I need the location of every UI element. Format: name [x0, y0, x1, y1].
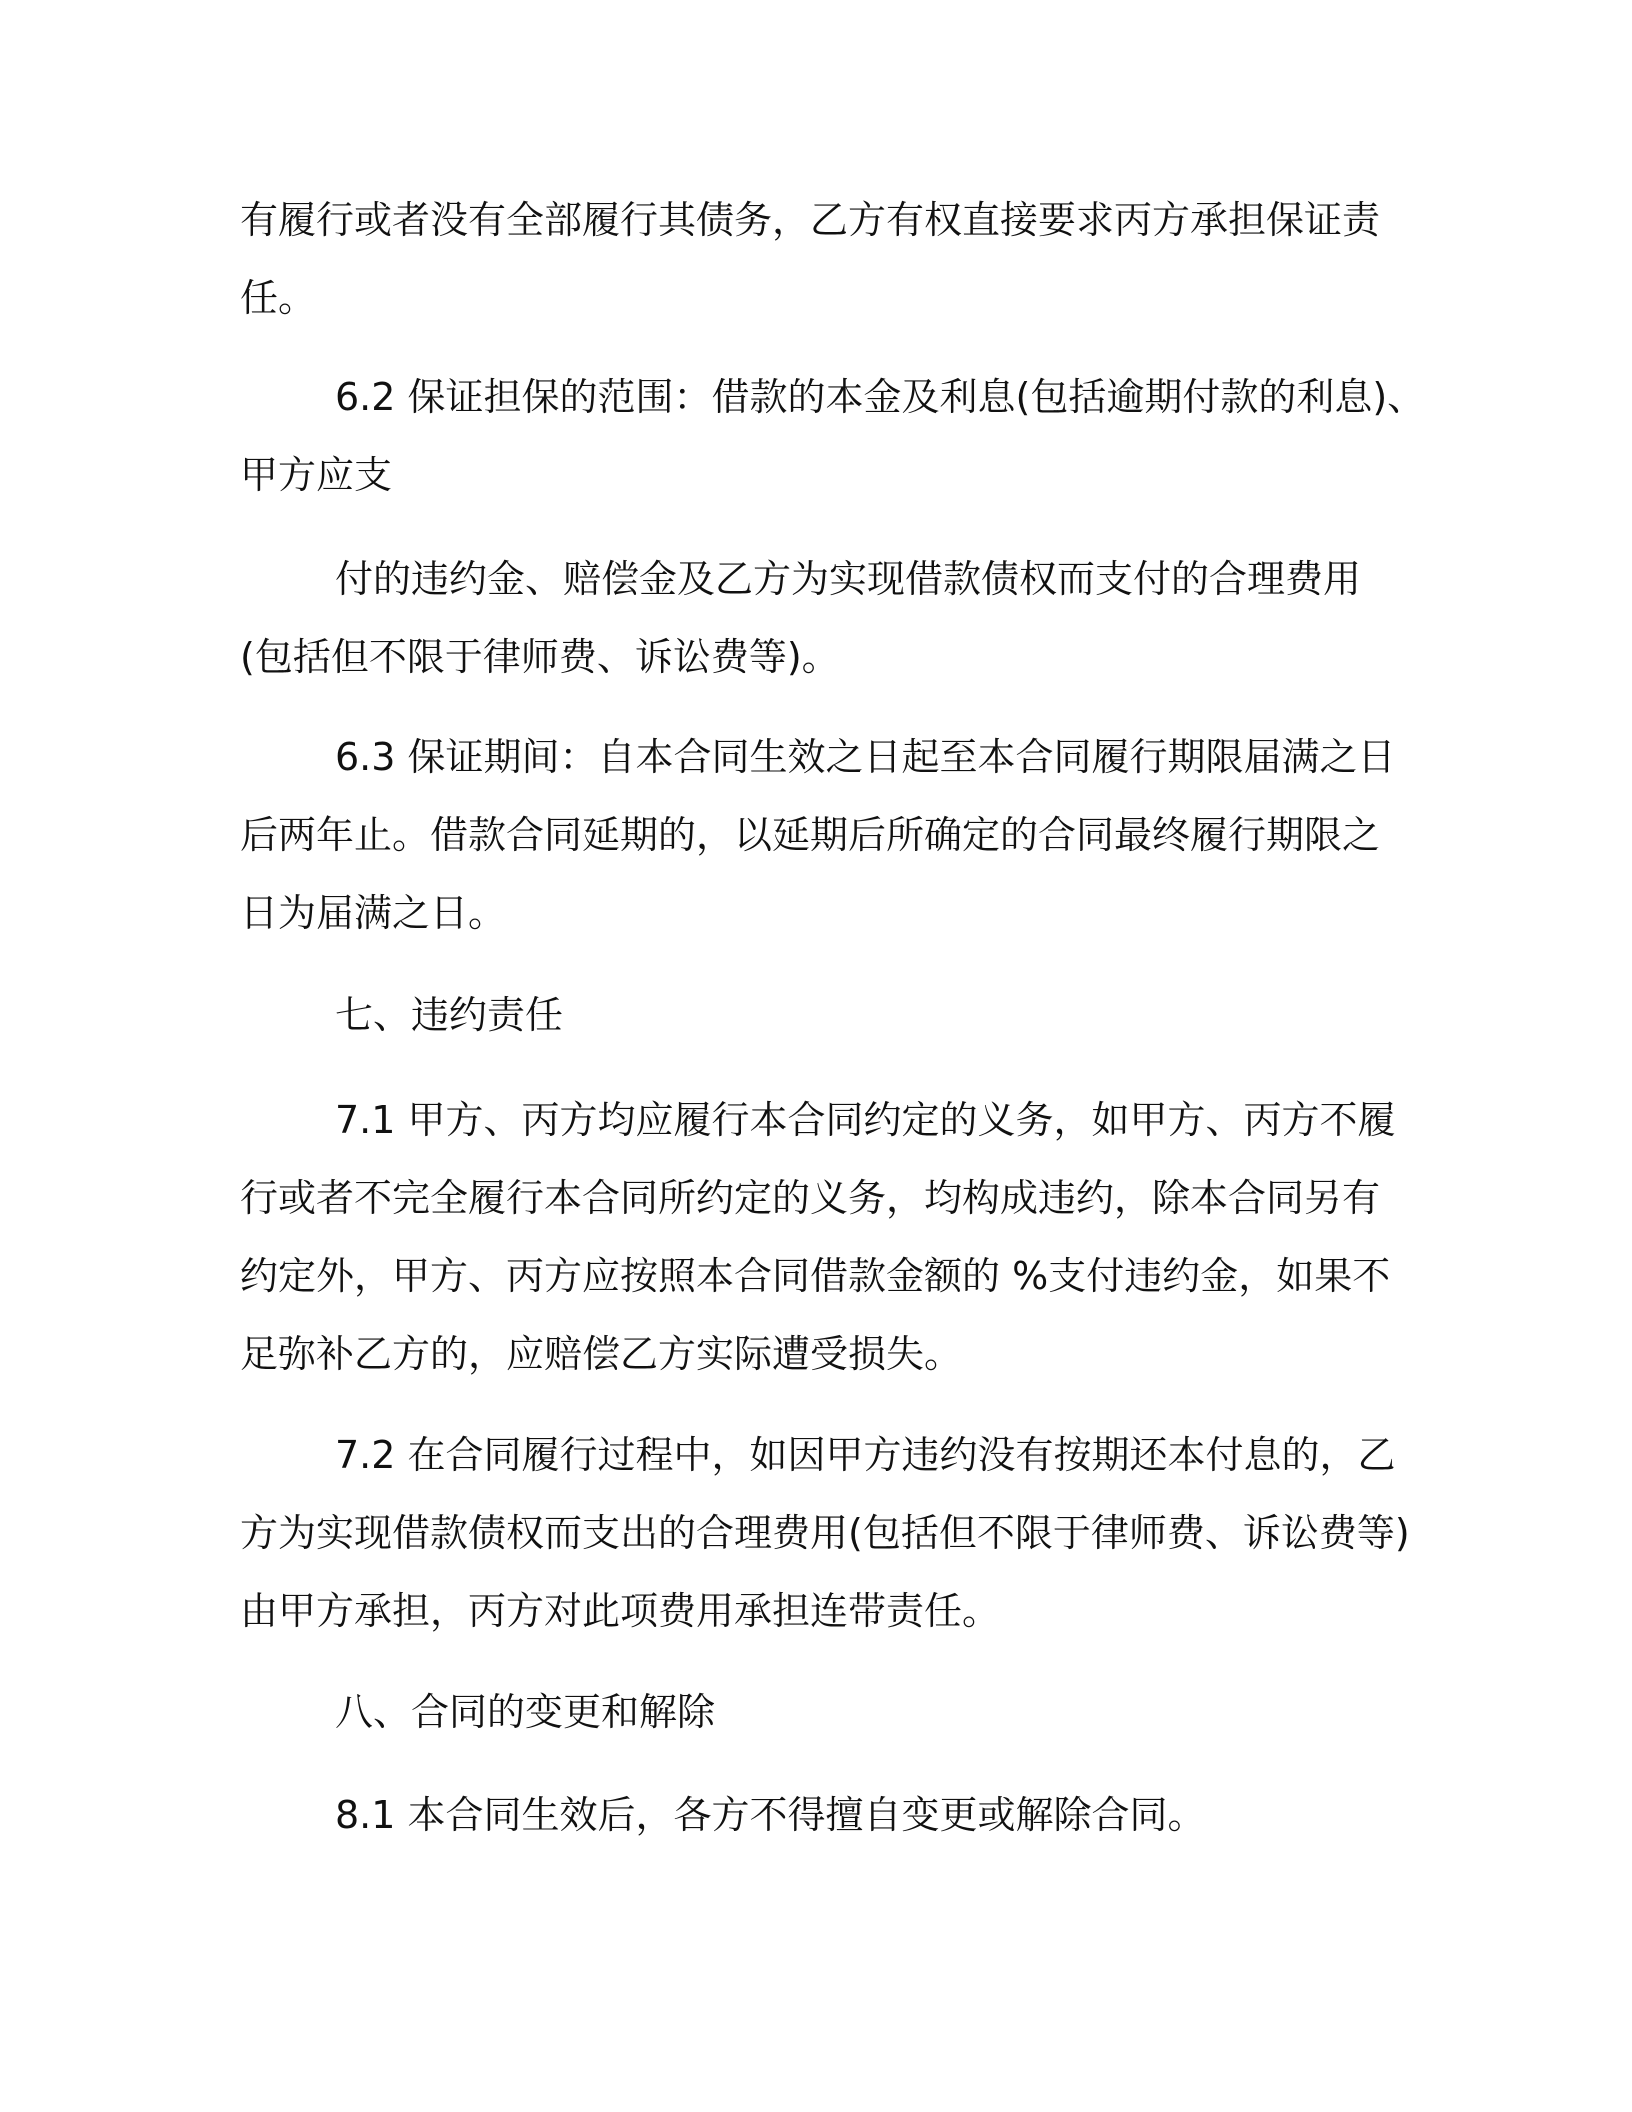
text-line: 8.1 本合同生效后，各方不得擅自变更或解除合同。 — [335, 1793, 1206, 1837]
section-heading-7 — [240, 976, 1380, 1054]
text-line: 八、合同的变更和解除 — [335, 1690, 716, 1734]
text-line: 方为实现借款债权而支出的合理费用(包括但不限于律师费、诉讼费等) — [240, 1511, 1410, 1555]
text-line: 日为届满之日。 — [240, 891, 507, 935]
text-line: (包括但不限于律师费、诉讼费等)。 — [240, 635, 840, 679]
paragraph-6-2-scope — [240, 358, 1426, 514]
text-line: 有履行或者没有全部履行其债务，乙方有权直接要求丙方承担保证责 — [240, 198, 1381, 242]
section-heading-8 — [240, 1673, 1380, 1751]
text-line: 7.1 甲方、丙方均应履行本合同约定的义务，如甲方、丙方不履 — [335, 1098, 1396, 1142]
text-line: 甲方应支 — [240, 453, 393, 497]
paragraph-7-1 — [240, 1081, 1396, 1393]
text-line: 七、违约责任 — [335, 993, 564, 1037]
paragraph-6-3-period — [240, 718, 1396, 952]
paragraph-7-2 — [240, 1416, 1410, 1650]
paragraph-guarantee-liability — [240, 181, 1380, 337]
text-line: 6.3 保证期间：自本合同生效之日起至本合同履行期限届满之日 — [335, 735, 1396, 779]
text-line: 6.2 保证担保的范围：借款的本金及利息(包括逾期付款的利息)、 — [335, 375, 1426, 419]
text-line: 任。 — [240, 276, 317, 320]
text-line: 后两年止。借款合同延期的，以延期后所确定的合同最终履行期限之 — [240, 813, 1381, 857]
text-line: 由甲方承担，丙方对此项费用承担连带责任。 — [240, 1589, 1001, 1633]
text-line: 行或者不完全履行本合同所约定的义务，均构成违约，除本合同另有 — [240, 1176, 1381, 1220]
text-line: 约定外，甲方、丙方应按照本合同借款金额的 %支付违约金，如果不 — [240, 1254, 1391, 1298]
paragraph-6-2-continued — [240, 540, 1380, 696]
text-line: 付的违约金、赔偿金及乙方为实现借款债权而支付的合理费用 — [335, 557, 1362, 601]
paragraph-8-1 — [240, 1776, 1380, 1854]
text-line: 足弥补乙方的，应赔偿乙方实际遭受损失。 — [240, 1332, 963, 1376]
text-line: 7.2 在合同履行过程中，如因甲方违约没有按期还本付息的，乙 — [335, 1433, 1396, 1477]
